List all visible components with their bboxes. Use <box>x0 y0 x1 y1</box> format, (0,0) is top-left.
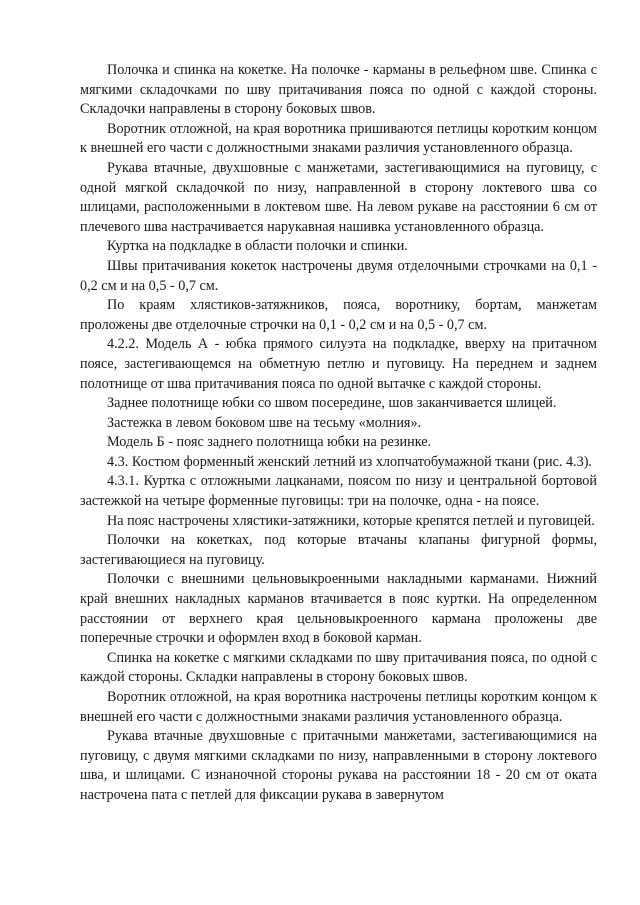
paragraph: Модель Б - пояс заднего полотнища юбки на резинке. <box>107 434 432 451</box>
paragraph: Полочки на кокетках, под которые втачаны клапаны фигурной формы, застегивающиеся на пуговицу. <box>80 532 597 568</box>
paragraph: Полочки с внешними цельновыкроенными накладными карманами. Нижний край внешних накладных карманов втачивается в пояс куртки. На определенном расстоянии от верхнего края цельновыкроенного кармана проложены две поперечные строчки и оформлен вход в боковой карман. <box>80 571 597 647</box>
paragraph: Застежка в левом боковом шве на тесьму «молния». <box>107 414 422 431</box>
section-heading: 4.3. Костюм форменный женский летний из хлопчатобумажной ткани (рис. 4.3). <box>107 453 592 470</box>
paragraph: Рукава втачные, двухшовные с манжетами, застегивающимися на пуговицу, с одной мягкой складочкой по низу, направленной в сторону локтевого шва со шлицами, расположенными в локтевом шве. На левом рукаве на расстоянии 6 см от плечевого шва настрачивается нарукавная нашивка установленного образца. <box>80 159 597 235</box>
paragraph: Воротник отложной, на края воротника пришиваются петлицы коротким концом к внешней его части с должностными знаками различия установленного образца. <box>80 120 597 157</box>
paragraph: Спинка на кокетке с мягкими складками по шву притачивания пояса, по одной с каждой стороны. Складки направлены в сторону боковых швов. <box>80 649 597 686</box>
paragraph: Заднее полотнище юбки со швом посередине, шов заканчивается шлицей. <box>107 395 557 412</box>
paragraph: Воротник отложной, на края воротника настрочены петлицы коротким концом к внешней его части с должностными знаками различия установленного образца. <box>80 689 597 725</box>
paragraph: На пояс настрочены хлястики-затяжники, которые крепятся петлей и пуговицей. <box>107 512 595 529</box>
paragraph: 4.3.1. Куртка с отложными лацканами, поясом по низу и центральной бортовой застежкой на четыре форменные пуговицы: три на полочке, одна - на поясе. <box>80 473 597 510</box>
document-body <box>80 61 597 806</box>
paragraph: Полочка и спинка на кокетке. На полочке - карманы в рельефном шве. Спинка с мягкими складочками по шву притачивания пояса по одной с каждой стороны. Складочки направлены в сторону боковых швов. <box>80 62 597 118</box>
paragraph: По краям хлястиков-затяжников, пояса, воротнику, бортам, манжетам проложены две отделочные строчки на 0,1 - 0,2 см и на 0,5 - 0,7 см. <box>80 297 597 333</box>
paragraph: Куртка на подкладке в области полочки и спинки. <box>107 238 408 255</box>
paragraph: Швы притачивания кокеток настрочены двумя отделочными строчками на 0,1 - 0,2 см и на 0,5 - 0,7 см. <box>80 257 597 294</box>
paragraph: 4.2.2. Модель А - юбка прямого силуэта на подкладке, вверху на притачном поясе, застегивающемся на обметную петлю и пуговицу. На переднем и заднем полотнище от шва притачивания пояса по одной вытачке с каждой стороны. <box>80 336 597 392</box>
paragraph: Рукава втачные двухшовные с притачными манжетами, застегивающимися на пуговицу, с двумя мягкими складками по низу, направленными в сторону локтевого шва, и шлицами. С изнаночной стороны рукава на расстоянии 18 - 20 см от оката настрочена пата с петлей для фиксации рукава в завернутом <box>80 728 597 803</box>
